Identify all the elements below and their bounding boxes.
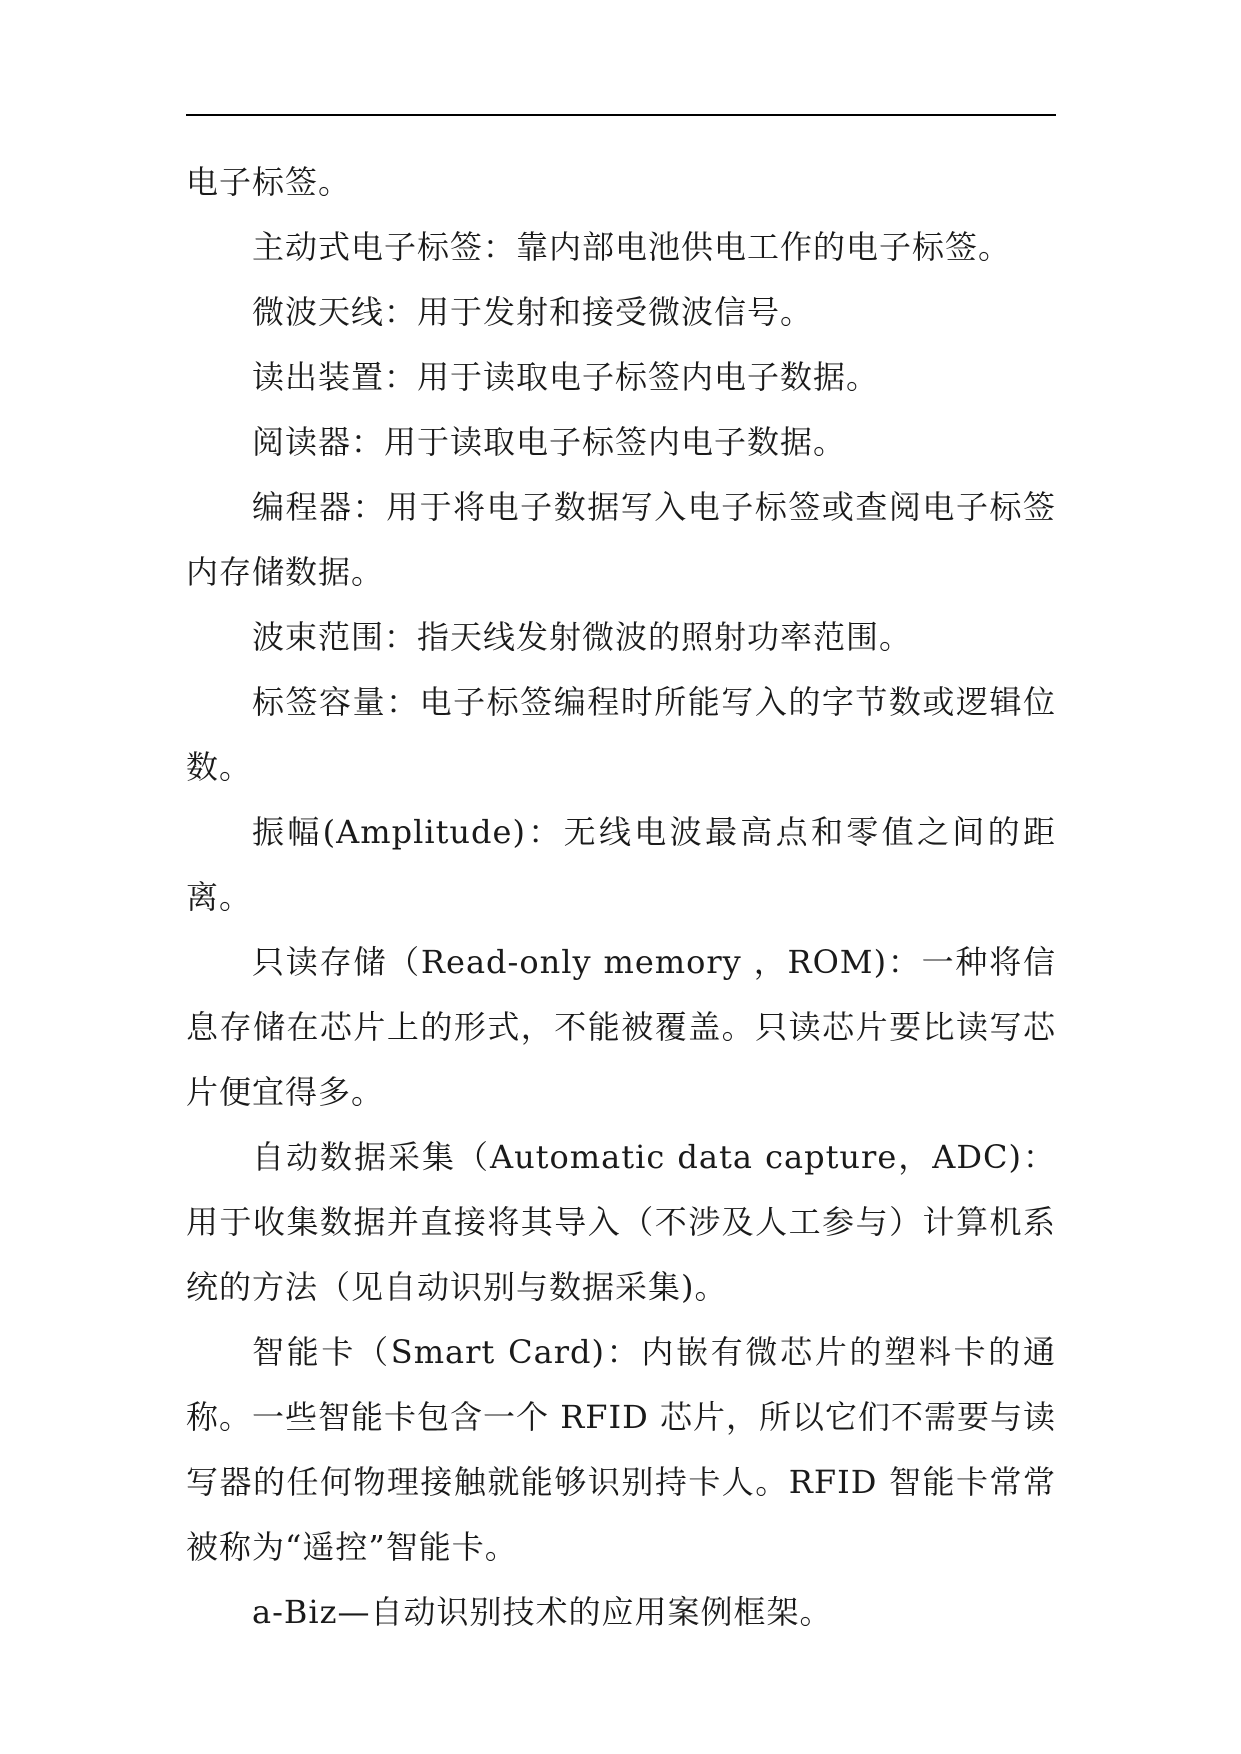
paragraph-readout-device: 读出装置：用于读取电子标签内电子数据。 [252, 358, 880, 396]
paragraph-reader: 阅读器：用于读取电子标签内电子数据。 [252, 423, 847, 461]
document-body [186, 150, 1056, 1645]
paragraph-adc: 自动数据采集（Automatic data capture，ADC)：用于收集数据并直接将其导入（不涉及人工参与）计算机系统的方法（见自动识别与数据采集)。 [186, 1138, 1056, 1306]
paragraph-rom: 只读存储（Read-only memory ，ROM)：一种将信息存储在芯片上的形式，不能被覆盖。只读芯片要比读写芯片便宜得多。 [186, 943, 1056, 1111]
paragraph-a-biz: a-Biz—自动识别技术的应用案例框架。 [252, 1593, 833, 1631]
paragraph-smart-card: 智能卡（Smart Card)：内嵌有微芯片的塑料卡的通称。一些智能卡包含一个 RFID 芯片，所以它们不需要与读写器的任何物理接触就能够识别持卡人。RFID 智能卡常常被称为“遥控”智能卡。 [186, 1333, 1056, 1566]
paragraph-beam-range: 波束范围：指天线发射微波的照射功率范围。 [252, 618, 913, 656]
paragraph-programmer: 编程器：用于将电子数据写入电子标签或查阅电子标签内存储数据。 [186, 488, 1056, 591]
paragraph-amplitude: 振幅(Amplitude)：无线电波最高点和零值之间的距离。 [186, 813, 1056, 916]
paragraph-continuation: 电子标签。 [186, 163, 352, 201]
paragraph-active-tag: 主动式电子标签：靠内部电池供电工作的电子标签。 [252, 228, 1012, 266]
paragraph-microwave-antenna: 微波天线：用于发射和接受微波信号。 [252, 293, 814, 331]
header-rule [186, 114, 1056, 116]
paragraph-tag-capacity: 标签容量：电子标签编程时所能写入的字节数或逻辑位数。 [186, 683, 1056, 786]
